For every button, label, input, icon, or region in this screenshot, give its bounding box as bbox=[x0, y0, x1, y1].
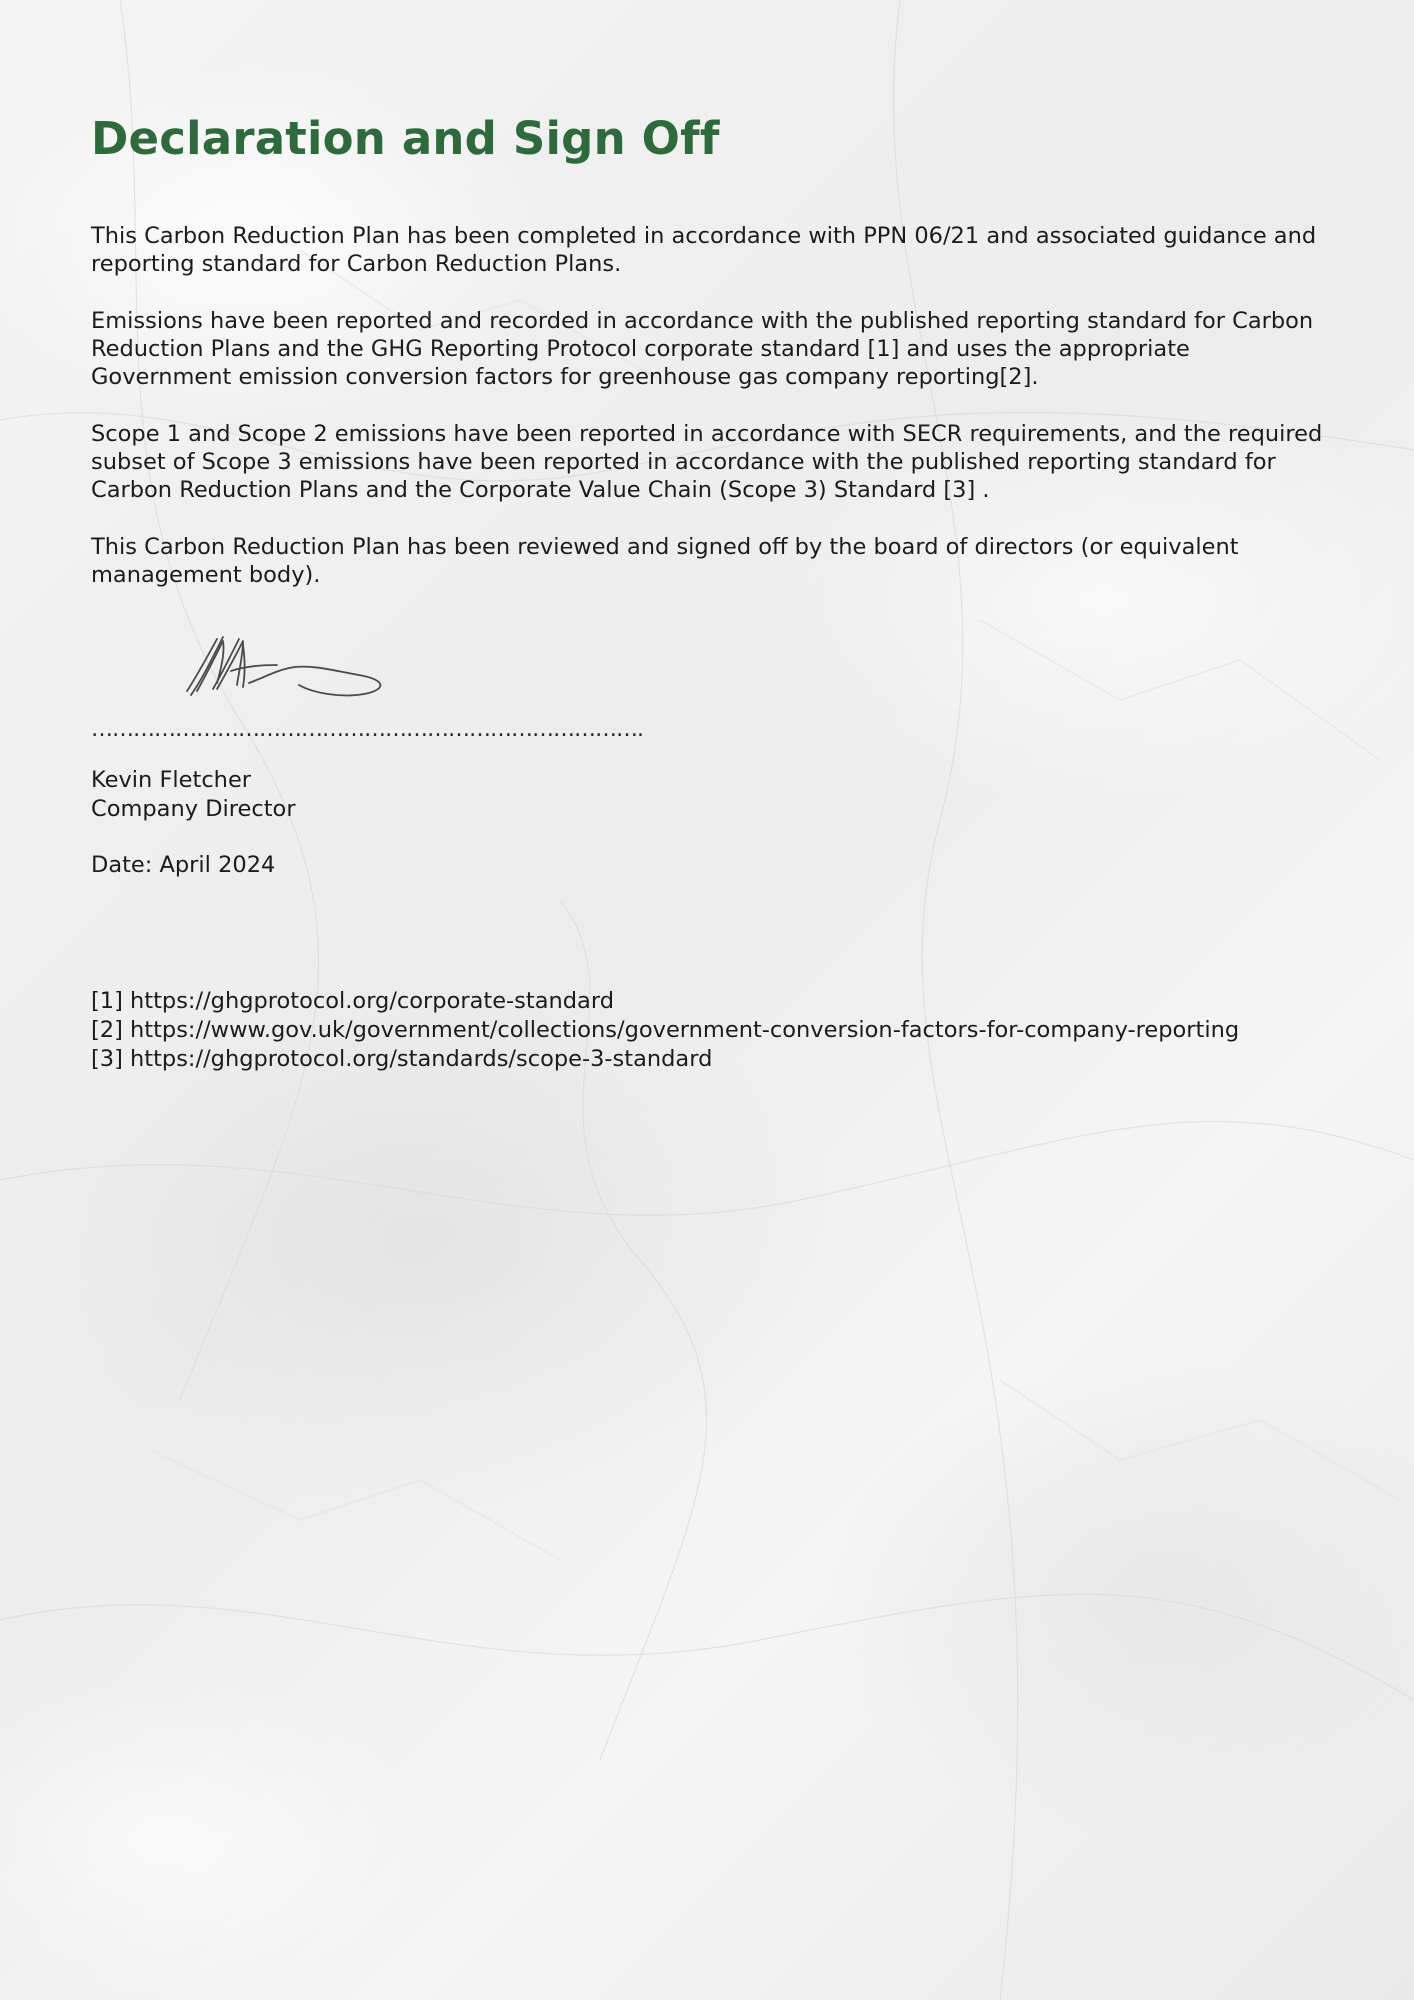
footnote-1: [1] https://ghgprotocol.org/corporate-standard bbox=[91, 988, 614, 1014]
signer-details bbox=[91, 766, 1331, 824]
footnotes bbox=[91, 987, 1331, 1074]
signer-name: Kevin Fletcher bbox=[91, 767, 252, 793]
declaration-page bbox=[91, 104, 1331, 1074]
handwritten-signature bbox=[183, 631, 393, 709]
paragraph-scope-emissions: Scope 1 and Scope 2 emissions have been reported in accordance with SECR requirements, and the required subset of Scope 3 emissions have been reported in accordance with the published reporting standard for Carbon Reduction Plans and the Corporate Value Chain (Scope 3) Standard [3] . bbox=[91, 421, 1323, 503]
paragraph-board-signoff: This Carbon Reduction Plan has been reviewed and signed off by the board of directors (or equivalent management body). bbox=[91, 534, 1239, 588]
signer-title: Company Director bbox=[91, 796, 296, 822]
signature-line: ……………………………………………………………………. bbox=[91, 717, 643, 742]
signature-block bbox=[91, 631, 1331, 766]
page-title: Declaration and Sign Off bbox=[91, 112, 720, 165]
footnote-2: [2] https://www.gov.uk/government/collections/government-conversion-factors-for-company-reporting bbox=[91, 1017, 1240, 1043]
paragraph-emissions-reporting: Emissions have been reported and recorded in accordance with the published reporting standard for Carbon Reduction Plans and the GHG Reporting Protocol corporate standard [1] and uses the appropriate Government emission conversion factors for greenhouse gas company reporting[2]. bbox=[91, 308, 1314, 390]
paragraph-ppn-compliance: This Carbon Reduction Plan has been completed in accordance with PPN 06/21 and associated guidance and reporting standard for Carbon Reduction Plans. bbox=[91, 223, 1317, 277]
footnote-3: [3] https://ghgprotocol.org/standards/scope-3-standard bbox=[91, 1046, 713, 1072]
sign-off-date: Date: April 2024 bbox=[91, 852, 276, 878]
